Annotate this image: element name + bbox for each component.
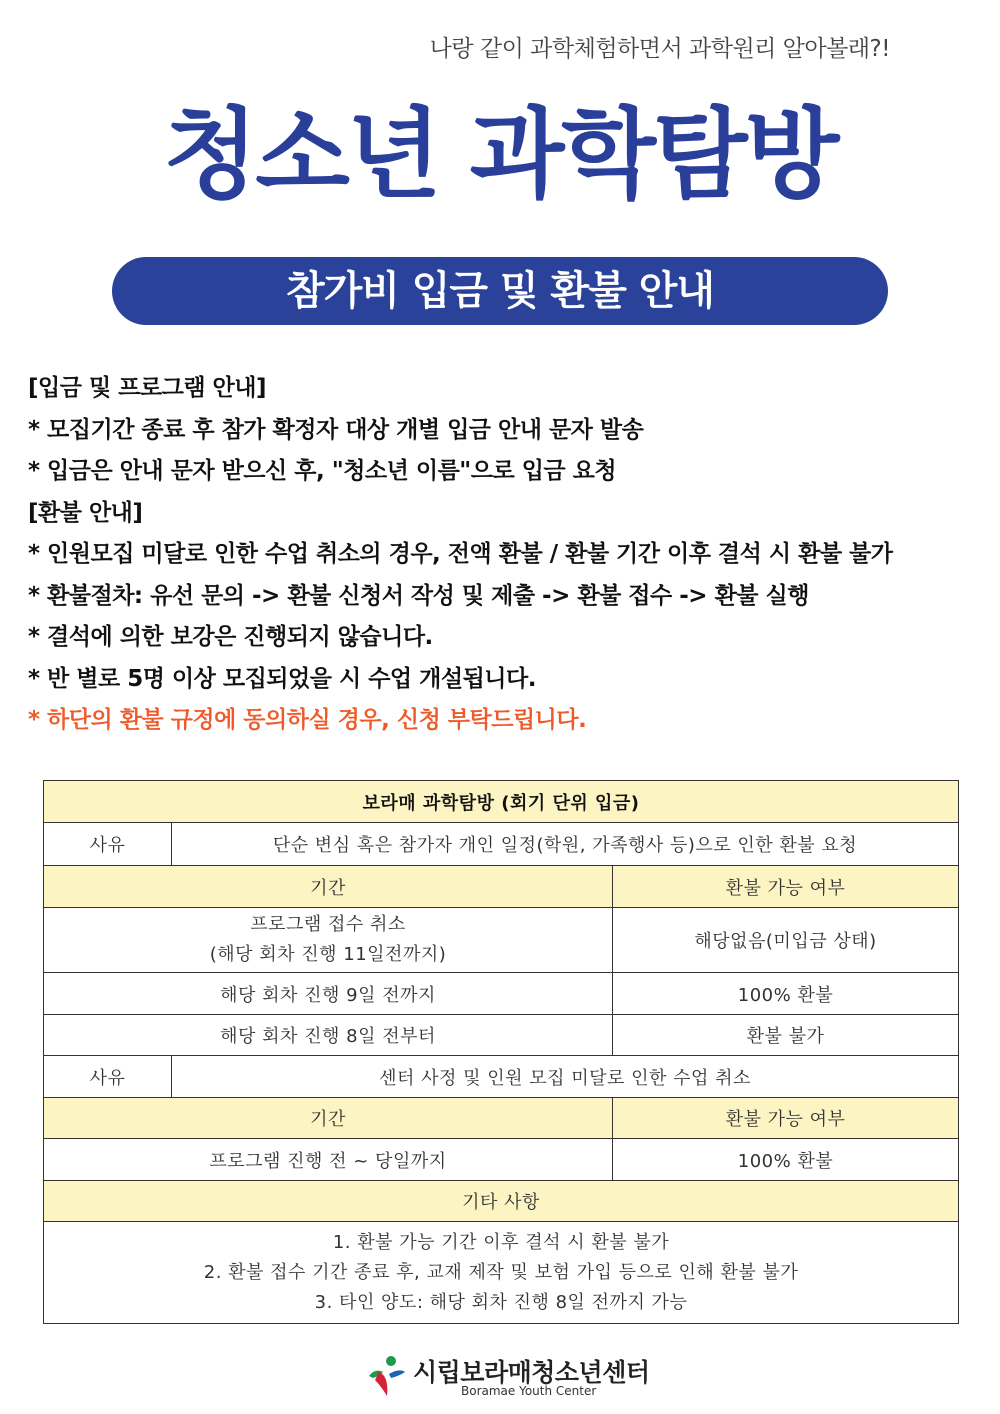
notice-item: * 인원모집 미달로 인한 수업 취소의 경우, 전액 환불 / 환불 기간 이후 결석 시 환불 불가 (28, 541, 893, 567)
notice-item-agreement: * 하단의 환불 규정에 동의하실 경우, 신청 부탁드립니다. (28, 707, 587, 733)
table-cell-period (44, 908, 613, 973)
period-header: 기간 (44, 866, 613, 908)
reason-label: 사유 (44, 823, 172, 866)
refund-header: 환불 가능 여부 (613, 866, 959, 908)
reason-text: 센터 사정 및 인원 모집 미달로 인한 수업 취소 (172, 1056, 959, 1098)
table-cell-refund: 100% 환불 (613, 1139, 959, 1181)
table-cell-refund: 100% 환불 (613, 973, 959, 1015)
notice-item: * 입금은 안내 문자 받으신 후, "청소년 이름"으로 입금 요청 (28, 458, 617, 484)
table-cell-period: 프로그램 진행 전 ~ 당일까지 (44, 1139, 613, 1181)
center-logo-icon (365, 1352, 409, 1398)
etc-notes (44, 1222, 959, 1324)
etc-header: 기타 사항 (44, 1181, 959, 1222)
refund-policy-table (43, 780, 959, 1324)
notice-item: * 모집기간 종료 후 참가 확정자 대상 개별 입금 안내 문자 발송 (28, 416, 644, 443)
table-cell-period: 해당 회차 진행 9일 전까지 (44, 973, 613, 1015)
notice-heading-deposit: [입금 및 프로그램 안내] (28, 375, 267, 401)
notice-list (28, 368, 978, 742)
reason-label: 사유 (44, 1056, 172, 1098)
period-line: 프로그램 접수 취소 (250, 914, 406, 935)
table-title: 보라매 과학탐방 (회기 단위 입금) (44, 781, 959, 823)
etc-line: 3. 타인 양도: 해당 회차 진행 8일 전까지 가능 (314, 1291, 688, 1313)
table-cell-period: 해당 회차 진행 8일 전부터 (44, 1015, 613, 1056)
refund-header: 환불 가능 여부 (613, 1098, 959, 1139)
period-line: (해당 회차 진행 11일전까지) (209, 944, 447, 965)
reason-text: 단순 변심 혹은 참가자 개인 일정(학원, 가족행사 등)으로 인한 환불 요청 (172, 823, 959, 866)
page-title: 청소년 과학탐방 (163, 98, 837, 212)
etc-line: 2. 환불 접수 기간 종료 후, 교재 제작 및 보험 가입 등으로 인해 환불 불가 (203, 1261, 799, 1283)
notice-heading-refund: [환불 안내] (28, 499, 143, 526)
period-header: 기간 (44, 1098, 613, 1139)
notice-item: * 결석에 의한 보강은 진행되지 않습니다. (28, 624, 433, 650)
center-logo-name: 시립보라매청소년센터 (413, 1358, 650, 1387)
notice-item: * 환불절차: 유선 문의 -> 환불 신청서 작성 및 제출 -> 환불 접수 -> 환불 실행 (28, 582, 809, 609)
center-logo-subtitle: Boramae Youth Center (461, 1384, 597, 1398)
tagline: 나랑 같이 과학체험하면서 과학원리 알아볼래?! (429, 36, 890, 62)
table-cell-refund: 해당없음(미입금 상태) (613, 908, 959, 973)
notice-item: * 반 별로 5명 이상 모집되었을 시 수업 개설됩니다. (28, 665, 536, 692)
table-cell-refund: 환불 불가 (613, 1015, 959, 1056)
etc-line: 1. 환불 가능 기간 이후 결석 시 환불 불가 (332, 1231, 670, 1253)
section-banner: 참가비 입금 및 환불 안내 (112, 257, 888, 325)
